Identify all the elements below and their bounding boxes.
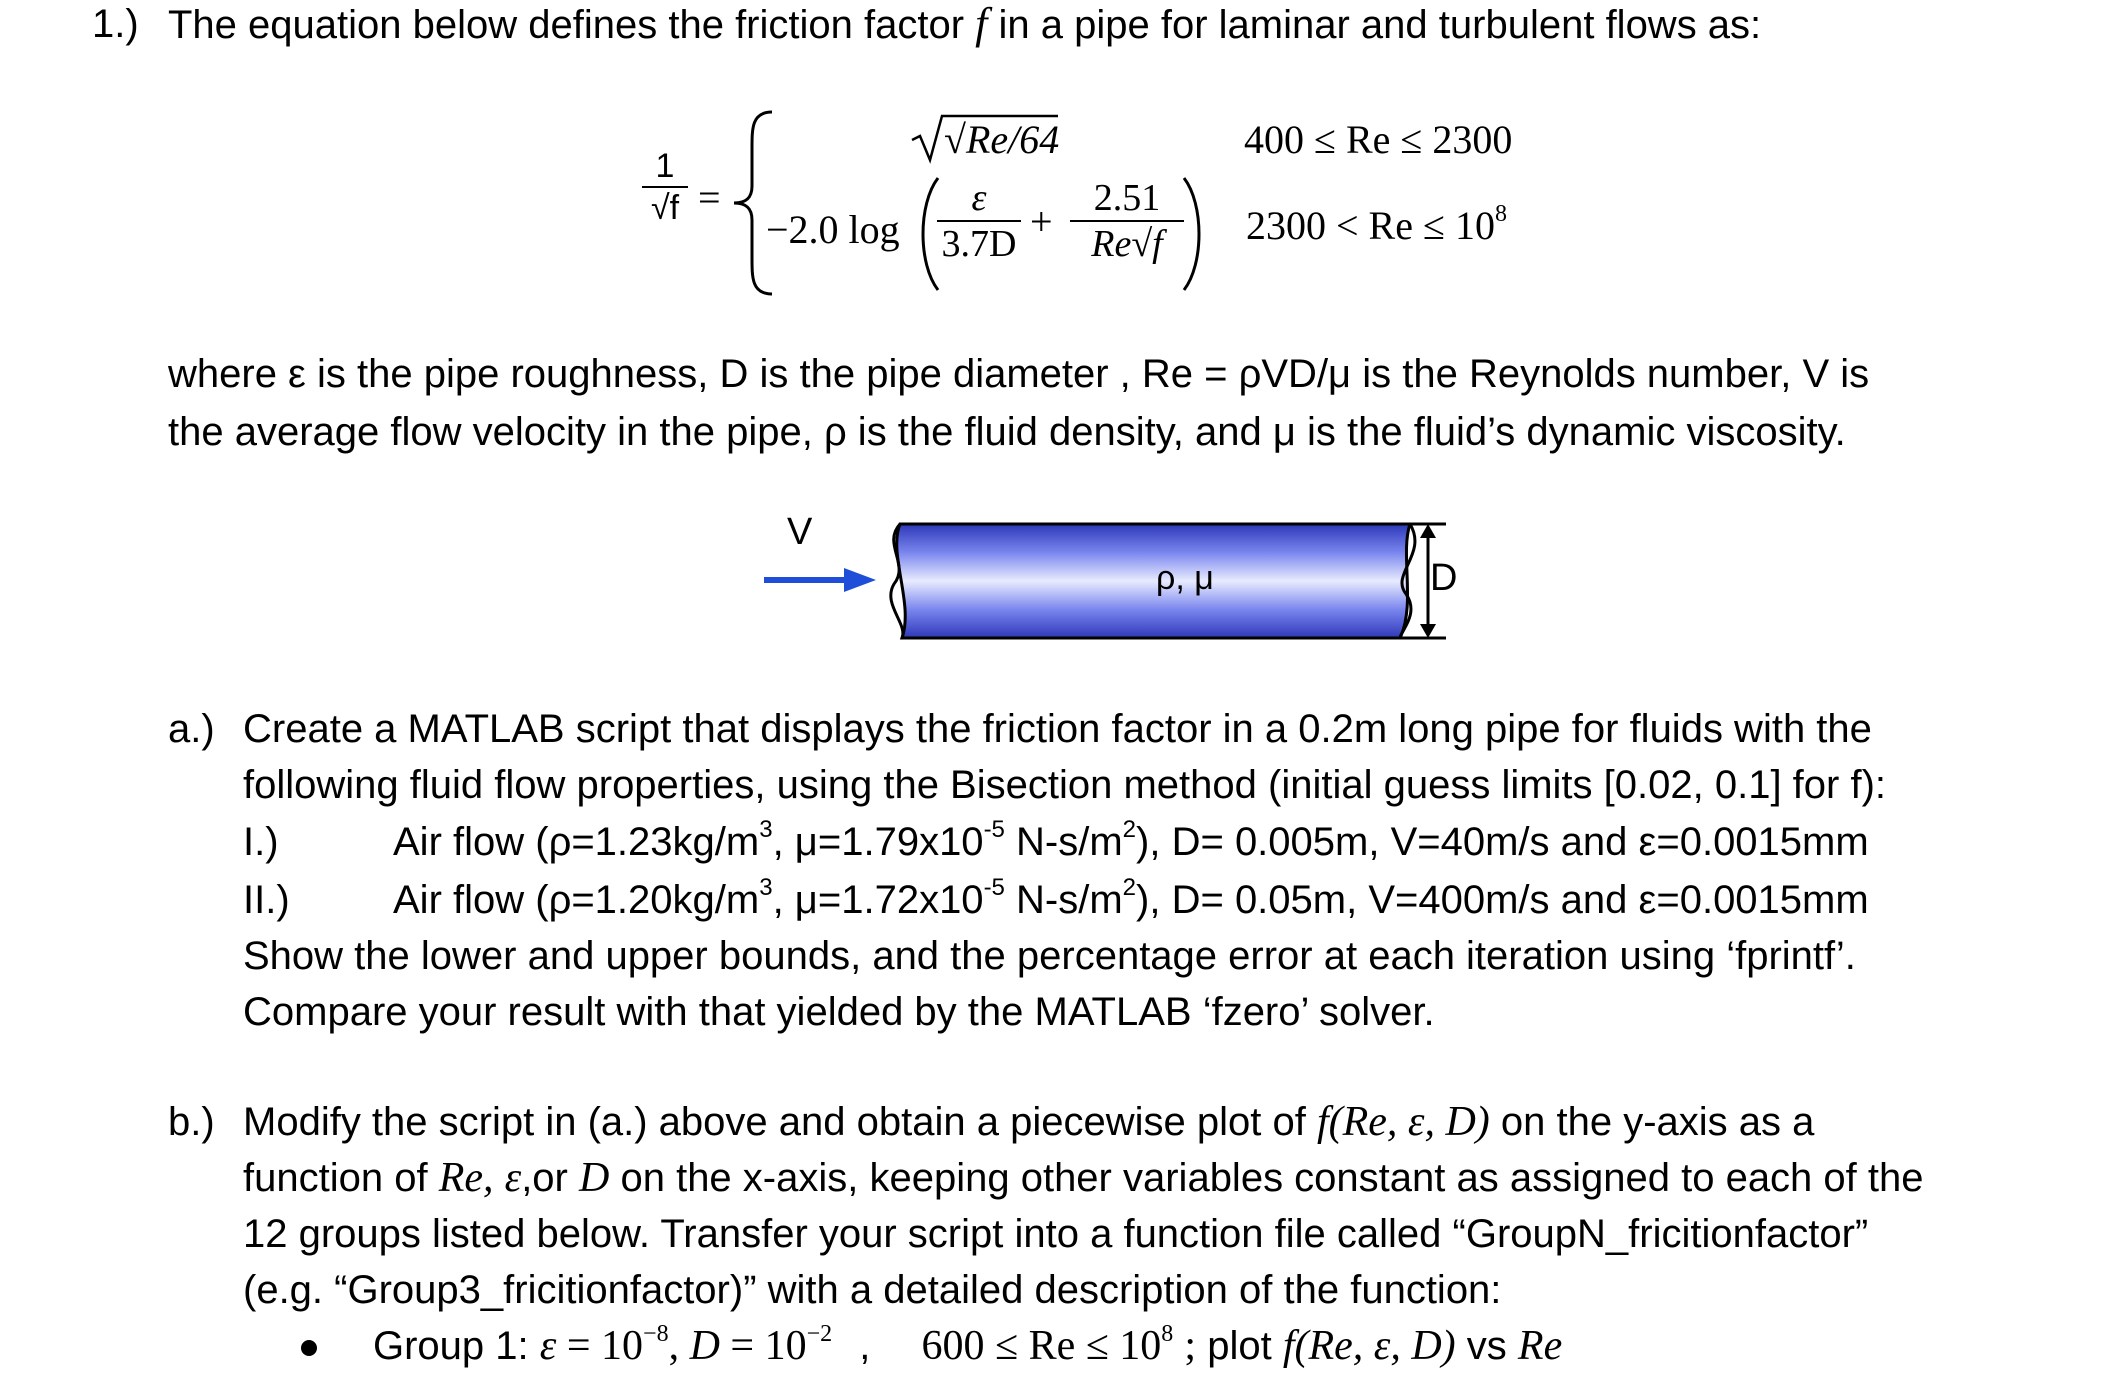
part-b-line4: (e.g. “Group3_fricitionfactor)” with a detailed description of the function: bbox=[243, 1268, 1502, 1312]
velocity-arrow-icon bbox=[760, 560, 880, 600]
turbulent-condition-exp: 8 bbox=[1494, 201, 1507, 227]
equation-lhs bbox=[640, 146, 690, 228]
group1-bullet bbox=[301, 1340, 317, 1356]
equation-equals: = bbox=[698, 175, 721, 220]
part-b-line1-a: Modify the script in (a.) above and obtain a piecewise plot of bbox=[243, 1100, 1306, 1144]
fluid-properties-label: ρ, μ bbox=[1156, 559, 1214, 597]
part-b-line1-b: on the y-axis as a bbox=[1500, 1100, 1815, 1144]
group1-d: , $D = 10^{-2}$ bbox=[668, 1321, 833, 1369]
laminar-condition: 400 ≤ Re ≤ 2300 bbox=[1244, 117, 1513, 162]
case1-d: ), D= 0.005m, V=40m/s and ε=0.0015mm bbox=[1136, 820, 1869, 864]
part-b-line2-re: Re, bbox=[438, 1155, 494, 1201]
part-b-line2-b: on the x-axis, keeping other variables constant as assigned to each of the bbox=[620, 1156, 1924, 1200]
case1-sup-neg5: -5 bbox=[983, 816, 1005, 843]
part-a-line2: following fluid flow properties, using the Bisection method (initial guess limits [0.02, 0.1] for f): bbox=[243, 763, 1887, 807]
group1-eps-exp: −8 bbox=[643, 1321, 669, 1347]
case1-c: N-s/m bbox=[1004, 820, 1123, 864]
group1-line bbox=[373, 1322, 1562, 1370]
laminar-expression: √Re/64 bbox=[944, 117, 1060, 162]
group1-plot: plot bbox=[1207, 1324, 1272, 1368]
equation-lhs-den: √f bbox=[650, 189, 680, 227]
case2-b: , μ=1.72x10 bbox=[772, 878, 984, 922]
case2-c: N-s/m bbox=[1004, 878, 1123, 922]
case1-label: I.) bbox=[243, 820, 279, 864]
turbulent-frac1 bbox=[935, 176, 1023, 266]
case2-sup2: 2 bbox=[1122, 874, 1137, 901]
case1-sup3: 3 bbox=[759, 816, 773, 843]
group1-eps: $\varepsilon = 10^{-8}$ bbox=[539, 1321, 669, 1369]
part-b-line2-eps: ε bbox=[504, 1155, 522, 1201]
group1-vs: vs bbox=[1466, 1324, 1507, 1368]
part-b-line2-a: function of bbox=[243, 1156, 428, 1200]
case1-a: Air flow (ρ=1.23kg/m bbox=[393, 820, 760, 864]
group1-label: Group 1: bbox=[373, 1324, 529, 1368]
diameter-label: D bbox=[1430, 557, 1458, 599]
group1-f: f(Re, ε, D) bbox=[1282, 1323, 1456, 1369]
group1-re: Re bbox=[1517, 1323, 1563, 1369]
part-a-line1: Create a MATLAB script that displays the friction factor in a 0.2m long pipe for fluids with the bbox=[243, 707, 1872, 751]
problem-intro-end: in a pipe for laminar and turbulent flows as: bbox=[998, 3, 1762, 47]
case1-b: , μ=1.79x10 bbox=[772, 820, 984, 864]
case2-text bbox=[393, 876, 1869, 924]
case1-sup2: 2 bbox=[1122, 816, 1137, 843]
problem-intro-var: f bbox=[975, 0, 988, 48]
velocity-label: V bbox=[787, 511, 813, 553]
problem-number: 1.) bbox=[92, 2, 139, 46]
part-b-line2-d: D bbox=[579, 1155, 610, 1201]
turbulent-frac2 bbox=[1068, 176, 1186, 266]
part-b-line2-or: ,or bbox=[521, 1156, 568, 1200]
group1-semi: ; bbox=[1184, 1323, 1197, 1369]
part-b-line2 bbox=[243, 1154, 1924, 1202]
turbulent-frac2-num: 2.51 bbox=[1093, 177, 1161, 219]
case2-sup3: 3 bbox=[759, 874, 773, 901]
part-b-line1-f: f(Re, ε, D) bbox=[1316, 1099, 1490, 1145]
group1-comma: , bbox=[859, 1324, 871, 1368]
group1-range-text: 600 ≤ Re ≤ 10 bbox=[921, 1323, 1162, 1369]
case2-d: ), D= 0.05m, V=400m/s and ε=0.0015mm bbox=[1136, 878, 1869, 922]
turbulent-right-paren bbox=[1180, 174, 1210, 294]
problem-intro-text: The equation below defines the friction factor bbox=[168, 3, 965, 47]
part-b-line1 bbox=[243, 1098, 1814, 1146]
part-b-label: b.) bbox=[168, 1100, 215, 1144]
group1-range bbox=[922, 1323, 1174, 1369]
part-b-line3: 12 groups listed below. Transfer your script into a function file called “GroupN_fricitionfactor” bbox=[243, 1212, 1869, 1256]
part-a-label: a.) bbox=[168, 707, 215, 751]
turbulent-frac2-den: Re√f bbox=[1091, 223, 1163, 265]
part-a-line6: Compare your result with that yielded by the MATLAB ‘fzero’ solver. bbox=[243, 990, 1435, 1034]
turbulent-condition-text: 2300 < Re ≤ 10 bbox=[1246, 203, 1495, 248]
group1-range-exp: 8 bbox=[1161, 1321, 1174, 1347]
group1-d-exp: −2 bbox=[806, 1321, 833, 1347]
problem-intro bbox=[168, 0, 1761, 49]
turbulent-frac1-num: ε bbox=[971, 177, 987, 219]
case2-label: II.) bbox=[243, 878, 290, 922]
turbulent-coefficient: −2.0 log bbox=[766, 207, 900, 252]
case2-sup-neg5: -5 bbox=[983, 874, 1005, 901]
equation-lhs-num: 1 bbox=[655, 147, 675, 185]
definitions-line2: the average flow velocity in the pipe, ρ is the fluid density, and μ is the fluid’s dynamic viscosity. bbox=[168, 410, 1846, 454]
part-a-line5: Show the lower and upper bounds, and the percentage error at each iteration using ‘fprintf’. bbox=[243, 934, 1856, 978]
turbulent-condition bbox=[1246, 201, 1507, 248]
turbulent-frac1-den: 3.7D bbox=[941, 223, 1017, 265]
definitions-line1: where ε is the pipe roughness, D is the pipe diameter , Re = ρVD/μ is the Reynolds number, V is bbox=[168, 352, 1870, 396]
turbulent-plus: + bbox=[1030, 199, 1053, 244]
case2-a: Air flow (ρ=1.20kg/m bbox=[393, 878, 760, 922]
case1-text bbox=[393, 818, 1869, 866]
equation-brace bbox=[730, 108, 780, 298]
